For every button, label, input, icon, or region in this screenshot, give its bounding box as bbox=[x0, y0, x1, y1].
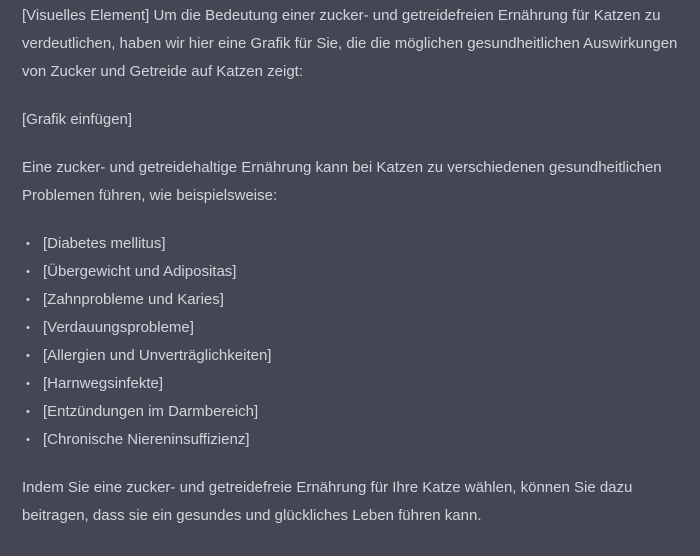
list-item-text: [Verdauungsprobleme] bbox=[43, 319, 194, 336]
bullet-icon: • bbox=[26, 322, 30, 334]
list-item bbox=[22, 230, 680, 258]
list-item bbox=[22, 370, 680, 398]
list-item-text: [Übergewicht und Adipositas] bbox=[43, 263, 237, 280]
list-item-text: [Diabetes mellitus] bbox=[43, 235, 166, 252]
list-item bbox=[22, 258, 680, 286]
bullet-icon: • bbox=[26, 238, 30, 250]
list-item-text: [Chronische Niereninsuffizienz] bbox=[43, 431, 250, 448]
health-problems-list bbox=[22, 230, 680, 454]
list-item-text: [Zahnprobleme und Karies] bbox=[43, 291, 224, 308]
graphic-placeholder: [Grafik einfügen] bbox=[22, 111, 133, 128]
list-item bbox=[22, 426, 680, 454]
closing-paragraph: Indem Sie eine zucker- und getreidefreie Ernährung für Ihre Katze wählen, können Sie dazu beitragen, dass sie ein gesundes und glückliches Leben führen kann. bbox=[22, 479, 633, 524]
lead-paragraph: Eine zucker- und getreidehaltige Ernährung kann bei Katzen zu verschiedenen gesundheitlichen Problemen führen, wie beispielsweise: bbox=[22, 159, 662, 204]
list-item bbox=[22, 342, 680, 370]
bullet-icon: • bbox=[26, 350, 30, 362]
bullet-icon: • bbox=[26, 266, 30, 278]
list-item bbox=[22, 314, 680, 342]
bullet-icon: • bbox=[26, 434, 30, 446]
bullet-icon: • bbox=[26, 406, 30, 418]
list-item-text: [Allergien und Unverträglichkeiten] bbox=[43, 347, 272, 364]
intro-paragraph: [Visuelles Element] Um die Bedeutung einer zucker- und getreidefreien Ernährung für Katzen zu verdeutlichen, haben wir hier eine Grafik für Sie, die die möglichen gesundheitlichen Auswirkungen von Zucker und Getreide auf Katzen zeigt: bbox=[22, 7, 678, 80]
list-item-text: [Entzündungen im Darmbereich] bbox=[43, 403, 259, 420]
list-item bbox=[22, 286, 680, 314]
bullet-icon: • bbox=[26, 294, 30, 306]
list-item-text: [Harnwegsinfekte] bbox=[43, 375, 164, 392]
bullet-icon: • bbox=[26, 378, 30, 390]
list-item bbox=[22, 398, 680, 426]
